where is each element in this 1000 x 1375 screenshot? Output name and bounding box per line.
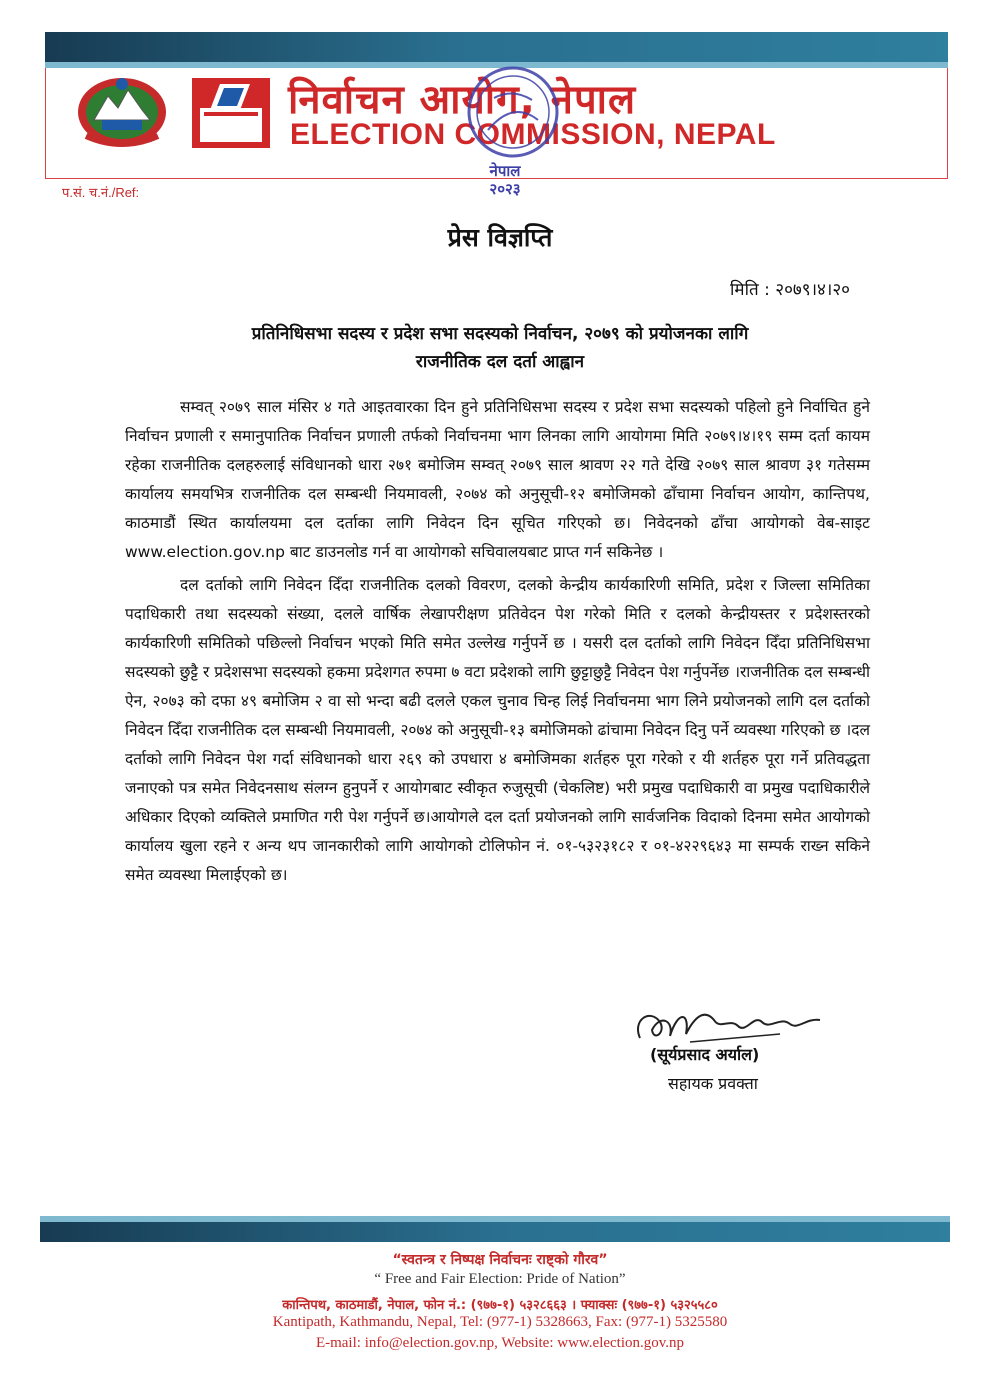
subject-line-1: प्रतिनिधिसभा सदस्य र प्रदेश सभा सदस्यको निर्वाचन, २०७९ को प्रयोजनका लागि <box>251 324 749 344</box>
stamp-line-2: २०२३ <box>489 180 521 198</box>
subject-line-2: राजनीतिक दल दर्ता आह्वान <box>415 352 585 372</box>
footer-address-english: Kantipath, Kathmandu, Nepal, Tel: (977-1) 5328663, Fax: (977-1) 5325580 <box>272 1314 728 1330</box>
footer-bar <box>40 1222 950 1242</box>
footer-address-nepali: कान्तिपथ, काठमाडौं, नेपाल, फोन नं.: (९७७-१) ५३२८६६३ । फ्याक्सः (९७७-१) ५३२५५८० <box>282 1298 718 1313</box>
nepal-emblem-icon <box>72 72 172 150</box>
document-body <box>125 393 870 894</box>
footer-slogan-english: “ Free and Fair Election: Pride of Nation” <box>374 1271 626 1287</box>
official-stamp-icon <box>458 60 568 170</box>
signatory-title: सहायक प्रवक्ता <box>668 1074 758 1093</box>
footer-contact: E-mail: info@election.gov.np, Website: www.election.gov.np <box>315 1335 685 1351</box>
reference-label: प.सं. च.नं./Ref: <box>62 185 140 200</box>
organization-name-english: ELECTION COMMISSION, NEPAL <box>290 118 776 151</box>
handwritten-signature-icon <box>630 1000 840 1048</box>
stamp-text <box>450 162 560 198</box>
election-commission-logo-icon <box>192 78 270 148</box>
document-subject <box>130 320 870 376</box>
stamp-line-1: नेपाल <box>489 162 521 180</box>
body-paragraph-1: सम्वत् २०७९ साल मंसिर ४ गते आइतवारका दिन हुने प्रतिनिधिसभा सदस्य र प्रदेश सभा सदस्यको पहिलो हुने निर्वाचित हुने निर्वाचन प्रणाली र समानुपातिक निर्वाचन प्रणाली तर्फको निर्वाचनमा भाग लिनका लागि आयोगमा मिति २०७९।४।१९ सम्म दर्ता कायम रहेका राजनीतिक दलहरुलाई संविधानको धारा २७१ बमोजिम सम्वत् २०७९ साल श्रावण २२ गते देखि २०७९ साल श्रावण ३१ गतेसम्म कार्यालय समयभित्र राजनीतिक दल सम्बन्धी नियमावली, २०७४ को अनुसूची-१२ बमोजिमको ढाँचामा निर्वाचन आयोग, कान्तिपथ, काठमाडौं स्थित कार्यालयमा दल दर्ताका लागि निवेदन दिन सूचित गरिएको छ। निवेदनको ढाँचा आयोगको वेब-साइट www.election.gov.np बाट डाउनलोड गर्न वा आयोगको सचिवालयबाट प्राप्त गर्न सकिनेछ । <box>125 398 870 561</box>
signatory-name: (सूर्यप्रसाद अर्याल) <box>650 1045 760 1064</box>
organization-name-nepali: निर्वाचन आयोग, नेपाल <box>288 77 637 123</box>
footer-slogan-nepali: “स्वतन्त्र र निष्पक्ष निर्वाचनः राष्ट्को गौरव” <box>392 1252 608 1268</box>
header-bar <box>45 32 948 62</box>
body-paragraph-2: दल दर्ताको लागि निवेदन दिँदा राजनीतिक दलको विवरण, दलको केन्द्रीय कार्यकारिणी समिति, प्रदेश र जिल्ला समितिका पदाधिकारी तथा सदस्यको संख्या, दलले वार्षिक लेखापरीक्षण प्रतिवेदन पेश गरेको मिति र दलको केन्द्रीयस्तर र प्रदेशस्तरको कार्यकारिणी समितिको पछिल्लो निर्वाचन भएको मिति समेत उल्लेख गर्नुपर्ने छ । यसरी दल दर्ताको लागि निवेदन दिँदा प्रतिनिधिसभा सदस्यको छुट्टै र प्रदेशसभा सदस्यको हकमा प्रदेशगत रुपमा ७ वटा प्रदेशको लागि छुट्टाछुट्टै निवेदन पेश गर्नुपर्नेछ ।राजनीतिक दल सम्बन्धी ऐन, २०७३ को दफा ४९ बमोजिम २ वा सो भन्दा बढी दलले एकल चुनाव चिन्ह लिई निर्वाचनमा भाग लिने प्रयोजनको लागि दल दर्ताको निवेदन दिँदा राजनीतिक दल सम्बन्धी नियमावली, २०७४ को अनुसूची-१३ बमोजिमको ढांचामा निवेदन दिनु पर्ने व्यवस्था गरिएको छ ।दल दर्ताको लागि निवेदन पेश गर्दा संविधानको धारा २६९ को उपधारा ४ बमोजिमका शर्तहरु पूरा गरेको र यी शर्तहरु पूरा गर्ने प्रतिवद्धता जनाएको पत्र समेत निवेदनसाथ संलग्न हुनुपर्ने र आयोगबाट स्वीकृत रुजुसूची (चेकलिष्ट) भरी प्रमुख पदाधिकारी वा प्रमुख पदाधिकारीले अधिकार दिएको व्यक्तिले प्रमाणित गरी पेश गर्नुपर्ने छ।आयोगले दल दर्ता प्रयोजनको लागि सार्वजनिक विदाको दिनमा समेत आयोगको कार्यालय खुला रहने र अन्य थप जानकारीको लागि आयोगको टोलिफोन नं. ०१-५३२३१८२ र ०१-४२२९६४३ मा सम्पर्क राख्न सकिने समेत व्यवस्था मिलाईएको छ। <box>125 576 870 884</box>
document-title: प्रेस विज्ञप्ति <box>447 223 553 252</box>
document-date: मिति : २०७९।४।२० <box>730 280 850 300</box>
